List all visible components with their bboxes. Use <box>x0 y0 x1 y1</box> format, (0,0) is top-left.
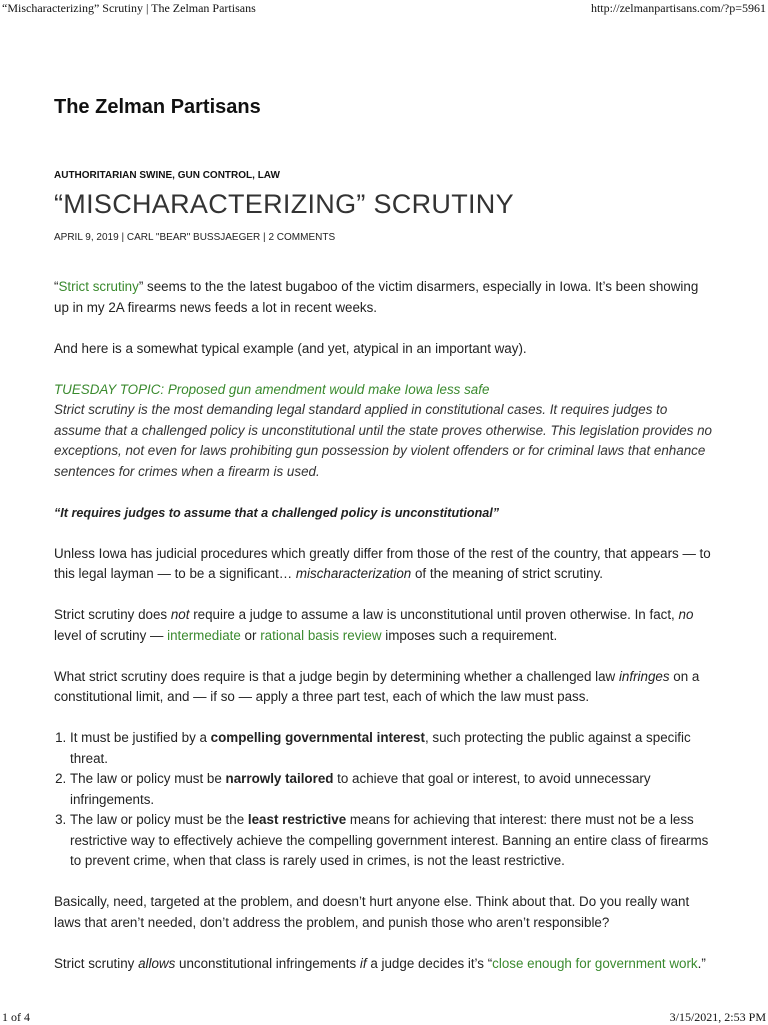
strong: narrowly tailored <box>225 771 334 786</box>
strong: least restrictive <box>247 812 347 827</box>
meta-separator: | <box>260 232 269 243</box>
paragraph-iowa <box>54 544 714 585</box>
intermediate-link[interactable]: intermediate <box>167 627 241 643</box>
strong: compelling governmental interest <box>210 730 425 745</box>
text: or <box>240 627 261 643</box>
list-item <box>70 769 714 810</box>
text: of the meaning of strict scrutiny. <box>411 566 604 581</box>
text: .” <box>697 955 706 971</box>
post-comments-link[interactable]: 2 COMMENTS <box>268 232 336 243</box>
paragraph-example: And here is a somewhat typical example (and yet, atypical in an important way). <box>54 340 527 356</box>
post-meta <box>54 232 714 243</box>
quoted-article-link[interactable]: TUESDAY TOPIC: Proposed gun amendment would make Iowa less safe <box>54 381 490 397</box>
text: Strict scrutiny does <box>54 607 171 622</box>
text: imposes such a requirement. <box>381 627 558 643</box>
text: ” seems to the the latest bugaboo of the victim disarmers, especially in Iowa. It’s been showing up in my 2A firearms news feeds a lot in recent weeks. <box>54 279 699 315</box>
close-enough-link[interactable]: close enough for government work <box>492 955 698 971</box>
text: , such protecting the public against a specific threat. <box>70 730 691 766</box>
print-timestamp: 3/15/2021, 2:53 PM <box>669 1010 766 1024</box>
emphasis: not <box>170 607 190 622</box>
text: unconstitutional infringements <box>175 955 360 971</box>
text: Unless Iowa has judicial procedures which greatly differ from those of the rest of the country, that appears — to this legal layman — to be a significant… <box>54 545 711 581</box>
post-date-link[interactable]: APRIL 9, 2019 <box>54 232 119 243</box>
text: to achieve that goal or interest, to avoid unnecessary infringements. <box>70 771 651 807</box>
post-content <box>54 170 714 995</box>
pull-quote: “It requires judges to assume that a challenged policy is unconstitutional” <box>54 505 500 520</box>
post-author-link[interactable]: CARL "BEAR" BUSSJAEGER <box>126 232 261 243</box>
strict-scrutiny-link[interactable]: Strict scrutiny <box>58 279 139 294</box>
print-header <box>0 0 768 16</box>
meta-separator: | <box>118 232 127 243</box>
text: It must be justified by a <box>70 730 211 745</box>
paragraph-summary: Basically, need, targeted at the problem, and doesn’t hurt anyone else. Think about that. Do you really want laws that aren’t needed, don’t address the problem, and punish those who aren’t responsible? <box>54 894 690 930</box>
print-page-title: “Mischaracterizing” Scrutiny | The Zelman Partisans <box>2 1 256 15</box>
three-part-test-list <box>54 728 714 872</box>
emphasis: mischaracterization <box>295 566 412 581</box>
list-item <box>70 728 714 769</box>
post-title: “MISCHARACTERIZING” SCRUTINY <box>54 189 514 219</box>
text: level of scrutiny — <box>54 627 168 643</box>
quote-text: Strict scrutiny is the most demanding legal standard applied in constitutional cases. It requires judges to assume that a challenged policy is unconstitutional until the state proves otherwise. This legislation provides no exceptions, not even for laws prohibiting gun possession by violent offenders or for criminal laws that enhance sentences for crimes when a firearm is used. <box>54 402 712 479</box>
paragraph-intro <box>54 277 714 318</box>
print-footer <box>0 1009 768 1025</box>
print-page-number: 1 of 4 <box>2 1010 30 1024</box>
site-title[interactable]: The Zelman Partisans <box>54 96 261 118</box>
text: The law or policy must be <box>70 771 226 786</box>
text: a judge decides it’s “ <box>366 955 493 971</box>
text: What strict scrutiny does require is that a judge begin by determining whether a challenged law <box>54 668 619 684</box>
emphasis: no <box>678 607 694 622</box>
text: “ <box>54 279 59 294</box>
text: The law or policy must be the <box>70 812 248 827</box>
emphasis: infringes <box>618 668 670 684</box>
rational-basis-link[interactable]: rational basis review <box>260 627 382 643</box>
paragraph-levels <box>54 605 714 646</box>
paragraph-requirements <box>54 667 714 708</box>
paragraph-conclusion <box>54 954 714 975</box>
print-page-url: http://zelmanpartisans.com/?p=5961 <box>590 1 766 15</box>
list-item <box>70 810 714 872</box>
text: means for achieving that interest: there must not be a less restrictive way to effectively achieve the compelling government interest. Banning an entire class of firearms to prevent crime, when that class is rarely used in crimes, is not the least restrictive. <box>70 812 709 868</box>
emphasis: allows <box>138 955 176 971</box>
text: require a judge to assume a law is unconstitutional until proven otherwise. In fact, <box>189 607 679 622</box>
post-categories[interactable]: AUTHORITARIAN SWINE, GUN CONTROL, LAW <box>54 170 280 181</box>
text: on a constitutional limit, and — if so — apply a three part test, each of which the law must pass. <box>54 668 700 704</box>
emphasis: if <box>359 955 367 971</box>
text: Strict scrutiny <box>54 955 139 971</box>
block-quote <box>54 380 714 483</box>
